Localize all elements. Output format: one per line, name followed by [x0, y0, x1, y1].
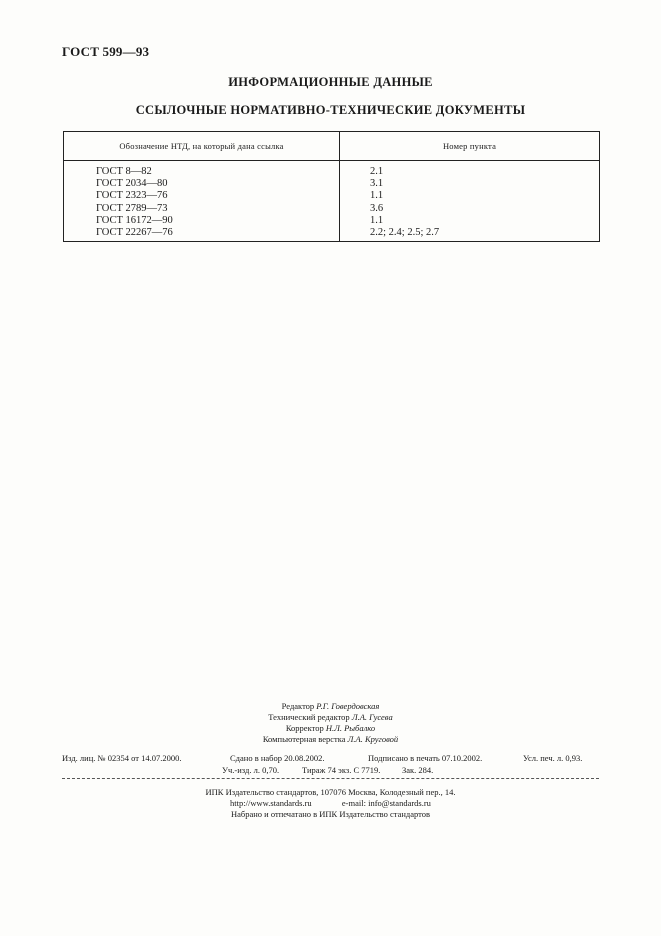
document-cell: ГОСТ 2034—80 [64, 178, 340, 190]
print-run: Тираж 74 экз. С 7719. [302, 765, 381, 775]
document-cell: ГОСТ 8—82 [64, 161, 340, 179]
clause-cell: 1.1 [370, 190, 384, 202]
table-row [64, 190, 600, 202]
editorial-credits [0, 701, 661, 745]
tech-editor-name: Л.А. Гусева [351, 712, 393, 722]
column-header-document: Обозначение НТД, на который дана ссылка [64, 132, 340, 161]
editor-name: Р.Г. Говердовская [316, 701, 380, 711]
table-header-row [64, 132, 600, 161]
editor-line: Редактор Р.Г. Говердовская [281, 701, 380, 711]
table-row [64, 227, 600, 242]
tech-editor-line: Технический редактор Л.А. Гусева [268, 712, 393, 722]
publication-sheets: Уч.-изд. л. 0,70. [222, 765, 280, 775]
document-cell: ГОСТ 2323—76 [64, 190, 340, 202]
document-code: ГОСТ 599—93 [62, 44, 150, 59]
layout-line: Компьютерная верстка Л.А. Круговой [262, 734, 399, 744]
proofreader-name: Н.Л. Рыбалко [325, 723, 376, 733]
order-number: Зак. 284. [402, 765, 434, 775]
publisher-website: http://www.standards.ru [230, 798, 312, 808]
clause-cell: 1.1 [370, 214, 384, 226]
publisher-email: e-mail: info@standards.ru [341, 798, 431, 808]
table-row [64, 178, 600, 190]
license-info: Изд. лиц. № 02354 от 14.07.2000. [62, 753, 182, 763]
publisher-info [0, 787, 661, 820]
signed-date: Подписано в печать 07.10.2002. [368, 753, 483, 763]
table-row [64, 161, 600, 179]
layout-name: Л.А. Круговой [347, 734, 399, 744]
clause-cell: 3.6 [370, 202, 384, 214]
publisher-contacts [0, 798, 661, 809]
document-cell: ГОСТ 16172—90 [64, 215, 340, 227]
clause-cell: 2.2; 2.4; 2.5; 2.7 [370, 227, 440, 239]
column-header-clause: Номер пункта [340, 132, 600, 161]
clause-cell: 2.1 [370, 166, 384, 177]
publisher-address: ИПК Издательство стандартов, 107076 Москва, Колодезный пер., 14. [205, 787, 456, 797]
table-row [64, 215, 600, 227]
document-cell: ГОСТ 22267—76 [64, 227, 340, 242]
table-row [64, 203, 600, 215]
print-sheets: Усл. печ. л. 0,93. [523, 753, 583, 763]
subsection-title: ССЫЛОЧНЫЕ НОРМАТИВНО-ТЕХНИЧЕСКИЕ ДОКУМЕНТЫ [135, 103, 526, 117]
clause-cell: 3.1 [370, 178, 384, 190]
separator-line [62, 778, 599, 779]
reference-documents-table [63, 131, 600, 242]
section-title: ИНФОРМАЦИОННЫЕ ДАННЫЕ [228, 75, 433, 89]
proofreader-line: Корректор Н.Л. Рыбалко [285, 723, 376, 733]
sent-date: Сдано в набор 20.08.2002. [230, 753, 325, 763]
printing-note: Набрано и отпечатано в ИПК Издательство стандартов [230, 809, 431, 819]
document-cell: ГОСТ 2789—73 [64, 203, 340, 215]
